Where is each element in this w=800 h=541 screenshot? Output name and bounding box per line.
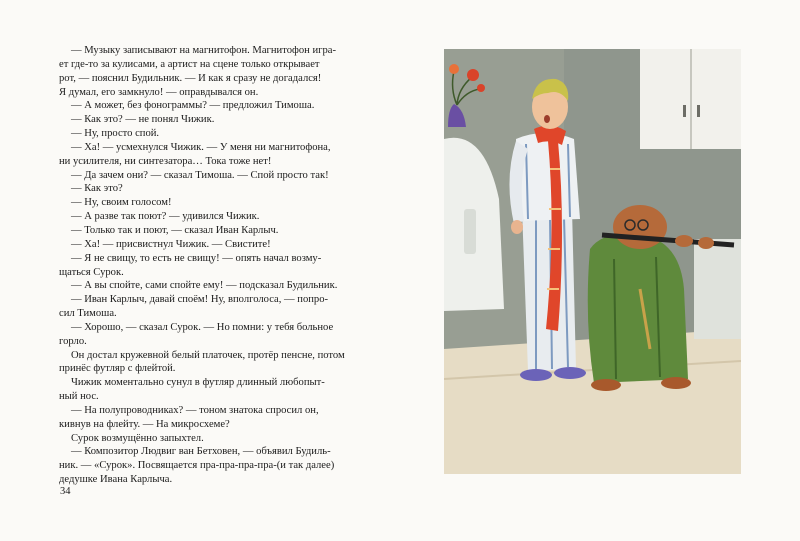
illustration-art bbox=[444, 49, 741, 474]
marmot-head bbox=[613, 205, 667, 249]
text-line: Сурок возмущённо запыхтел. bbox=[71, 432, 204, 444]
illustration bbox=[444, 49, 741, 474]
cabinet-handle bbox=[683, 105, 686, 117]
text-line: Чижик моментально сунул в футляр длинный любопыт- bbox=[71, 377, 325, 389]
slipper bbox=[554, 367, 586, 379]
boy-hand bbox=[511, 220, 523, 234]
marmot-paw bbox=[698, 237, 714, 249]
text-line: ет где-то за кулисами, а артист на сцене только открывает bbox=[59, 58, 320, 70]
page-text bbox=[59, 44, 399, 487]
text-line: горло. bbox=[59, 335, 87, 347]
text-line: — Я не свищу, то есть не свищу! — опять начал возму- bbox=[71, 252, 322, 264]
flower bbox=[477, 84, 485, 92]
slipper bbox=[661, 377, 691, 389]
boy-mouth bbox=[544, 115, 550, 123]
text-line: ник. — «Сурок». Посвящается пра-пра-пра-пра-(и так далее) bbox=[59, 460, 335, 472]
marmot-paw bbox=[675, 235, 693, 247]
text-line: — А вы спойте, сами спойте ему! — подсказал Будильник. bbox=[71, 280, 338, 292]
slipper bbox=[591, 379, 621, 391]
text-line: — Иван Карлыч, давай споём! Ну, вполголоса, — попро- bbox=[71, 294, 329, 306]
text-line: дедушке Ивана Карлыча. bbox=[59, 474, 173, 486]
text-line: — Ха! — присвистнул Чижик. — Свистите! bbox=[71, 238, 271, 250]
text-line: — Хорошо, — сказал Сурок. — Но помни: у тебя больное bbox=[71, 321, 334, 333]
text-line: ный нос. bbox=[59, 391, 99, 403]
text-line: — Да зачем они? — сказал Тимоша. — Спой просто так! bbox=[71, 169, 329, 181]
counter bbox=[694, 239, 741, 339]
text-line: кивнув на флейту. — На микросхеме? bbox=[59, 418, 230, 430]
text-line: ни усилителя, ни синтезатора… Тока тоже нет! bbox=[59, 155, 272, 167]
flower bbox=[449, 64, 459, 74]
text-line: Я думал, его замкнуло! — оправдывался он. bbox=[59, 86, 259, 98]
text-line: — Ну, просто спой. bbox=[71, 128, 160, 140]
cabinet-handle bbox=[697, 105, 700, 117]
page-number: 34 bbox=[60, 486, 71, 497]
text-line: — Только так и поют, — сказал Иван Карлыч. bbox=[71, 224, 279, 236]
text-line: — Ха! — усмехнулся Чижик. — У меня ни магнитофона, bbox=[71, 141, 331, 153]
text-line: сил Тимоша. bbox=[59, 308, 117, 320]
flower bbox=[467, 69, 479, 81]
text-line: принёс футляр с флейтой. bbox=[59, 363, 176, 375]
text-line: — На полупроводниках? — тоном знатока спросил он, bbox=[71, 404, 319, 416]
text-line: — Как это? bbox=[71, 183, 123, 195]
text-line: рот, — пояснил Будильник. — И как я сразу не догадался! bbox=[59, 72, 322, 84]
text-line: — Композитор Людвиг ван Бетховен, — объявил Будиль- bbox=[71, 446, 331, 458]
text-line: — А разве так поют? — удивился Чижик. bbox=[71, 211, 260, 223]
text-line: Он достал кружевной белый платочек, протёр пенсне, потом bbox=[71, 349, 345, 361]
text-line: — Музыку записывают на магнитофон. Магнитофон игра- bbox=[71, 45, 337, 56]
text-line: — Ну, своим голосом! bbox=[71, 197, 172, 209]
text-line: — Как это? — не понял Чижик. bbox=[71, 114, 215, 126]
text-line: — А может, без фонограммы? — предложил Тимоша. bbox=[71, 100, 315, 112]
text-line: щаться Сурок. bbox=[59, 266, 124, 278]
slipper bbox=[520, 369, 552, 381]
appliance-handle bbox=[464, 209, 476, 254]
marmot-robe bbox=[588, 234, 688, 383]
